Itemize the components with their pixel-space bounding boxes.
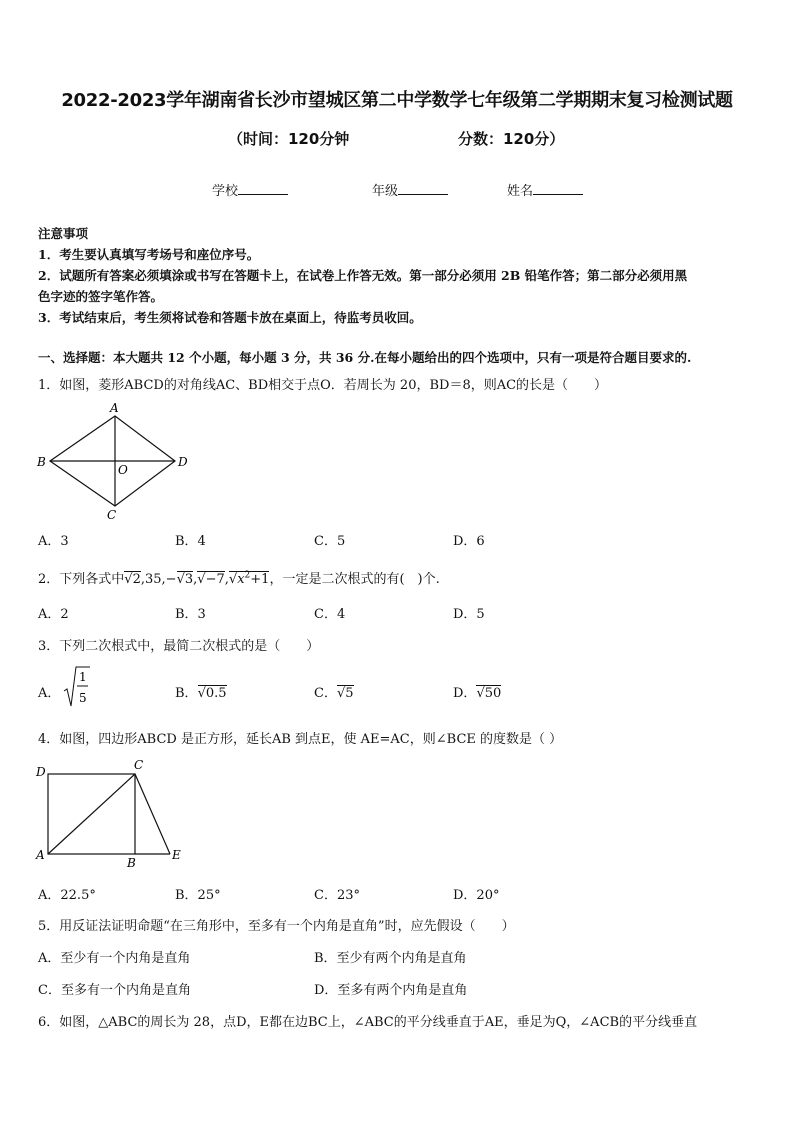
- radicand: +1: [250, 572, 270, 587]
- q2-option-b[interactable]: B．3: [175, 607, 206, 622]
- fraction-numerator: 1: [79, 670, 87, 684]
- q2-option-a[interactable]: A．2: [38, 607, 69, 622]
- radicand: 3: [184, 572, 194, 587]
- radicand: 50: [484, 686, 502, 701]
- q1-option-b[interactable]: B．4: [175, 534, 206, 549]
- option-letter: B．: [175, 686, 198, 701]
- radicand: 0.5: [205, 686, 227, 701]
- label-a: A: [110, 401, 119, 415]
- option-letter: D．: [453, 686, 477, 701]
- school-label: 学校: [212, 184, 239, 199]
- school-field[interactable]: [212, 180, 288, 199]
- q4-option-b[interactable]: B．25°: [175, 888, 221, 903]
- label-b: B: [127, 856, 136, 870]
- label-o: O: [118, 463, 128, 477]
- section-heading: 一、选择题：本大题共 12 个小题，每小题 3 分，共 36 分.在每小题给出的四个选项中，只有一项是符合题目要求的.: [38, 350, 692, 365]
- q2-expr-mid: ,35,−: [140, 572, 177, 587]
- question-1-stem: 1．如图，菱形ABCD的对角线AC、BD相交于点O．若周长为 20，BD＝8，则AC的长是（ ）: [38, 378, 608, 393]
- comma: ,: [193, 572, 198, 587]
- option-letter: A．: [38, 686, 61, 701]
- q3-option-c[interactable]: C．√5: [314, 686, 354, 701]
- label-a: A: [36, 848, 45, 862]
- q5-option-c[interactable]: C．至多有一个内角是直角: [38, 983, 191, 998]
- page-title: 2022-2023学年湖南省长沙市望城区第二中学数学七年级第二学期期末复习检测试题: [61, 90, 733, 111]
- score-label: 分数：120分）: [458, 130, 565, 148]
- q3-sqrt-fraction: [62, 664, 92, 710]
- name-field[interactable]: [507, 180, 583, 199]
- note-item: 2．试题所有答案必须填涂或书写在答题卡上，在试卷上作答无效。第一部分必须用 2B 铅笔作答；第二部分必须用黑: [38, 268, 688, 283]
- comma: ,: [224, 572, 229, 587]
- label-e: E: [172, 848, 181, 862]
- exponent: 2: [244, 570, 251, 581]
- q5-option-a[interactable]: A．至少有一个内角是直角: [38, 951, 191, 966]
- segment-ce: [135, 774, 170, 854]
- grade-blank[interactable]: [398, 182, 448, 195]
- radicand: 2: [132, 572, 141, 587]
- q2-option-d[interactable]: D．5: [453, 607, 485, 622]
- q3-option-d[interactable]: D．√50: [453, 686, 502, 701]
- name-blank[interactable]: [533, 182, 583, 195]
- q3-option-a[interactable]: [38, 682, 60, 701]
- label-d: D: [36, 765, 46, 779]
- q4-option-c[interactable]: C．23°: [314, 888, 360, 903]
- q2-stem-end: ，一定是二次根式的有( )个.: [269, 572, 440, 587]
- label-c: C: [134, 758, 144, 772]
- label-c: C: [107, 508, 117, 522]
- q5-option-b[interactable]: B．至少有两个内角是直角: [314, 951, 467, 966]
- note-item: 1．考生要认真填写考场号和座位序号。: [38, 247, 260, 262]
- q1-option-c[interactable]: C．5: [314, 534, 346, 549]
- school-blank[interactable]: [238, 182, 288, 195]
- question-3-stem: 3．下列二次根式中，最简二次根式的是（ ）: [38, 639, 320, 654]
- q2-expression: $√2,35,-√3,√-7,√x^2+1$: [124, 570, 270, 587]
- q4-option-d[interactable]: D．20°: [453, 888, 500, 903]
- name-label: 姓名: [507, 184, 534, 199]
- fraction-denominator: 5: [79, 691, 87, 705]
- label-b: B: [37, 455, 46, 469]
- q5-option-d[interactable]: D．至多有两个内角是直角: [314, 983, 468, 998]
- label-d: D: [178, 455, 188, 469]
- radicand: 5: [345, 686, 354, 701]
- note-item: 3．考试结束后，考生须将试卷和答题卡放在桌面上，待监考员收回。: [38, 310, 422, 325]
- question-6-stem: 6．如图，△ABC的周长为 28，点D，E都在边BC上，∠ABC的平分线垂直于AE，垂足为Q，∠ACB的平分线垂直: [38, 1015, 698, 1030]
- time-label: （时间：120分钟: [228, 130, 350, 148]
- notes-heading: 注意事项: [38, 226, 89, 241]
- q1-option-d[interactable]: D．6: [453, 534, 485, 549]
- radicand-x: x: [237, 572, 245, 587]
- q1-option-a[interactable]: A．3: [38, 534, 69, 549]
- question-4-stem: 4．如图，四边形ABCD 是正方形，延长AB 到点E，使 AE=AC，则∠BCE 的度数是（ ）: [38, 732, 563, 747]
- radicand: −7: [205, 572, 225, 587]
- q2-stem-start: 2．下列各式中: [38, 572, 125, 587]
- note-item: 色字迹的签字笔作答。: [38, 289, 164, 304]
- q2-option-c[interactable]: C．4: [314, 607, 346, 622]
- grade-label: 年级: [372, 184, 399, 199]
- diagonal-ac: [48, 774, 135, 854]
- question-5-stem: 5．用反证法证明命题“在三角形中，至多有一个内角是直角”时，应先假设（ ）: [38, 919, 515, 934]
- question-2-stem: [38, 568, 440, 587]
- rhombus-figure: [30, 398, 200, 522]
- grade-field[interactable]: [372, 180, 448, 199]
- q3-option-b[interactable]: B．√0.5: [175, 686, 227, 701]
- option-letter: C．: [314, 686, 337, 701]
- square-figure: [30, 756, 190, 870]
- q4-option-a[interactable]: A．22.5°: [38, 888, 96, 903]
